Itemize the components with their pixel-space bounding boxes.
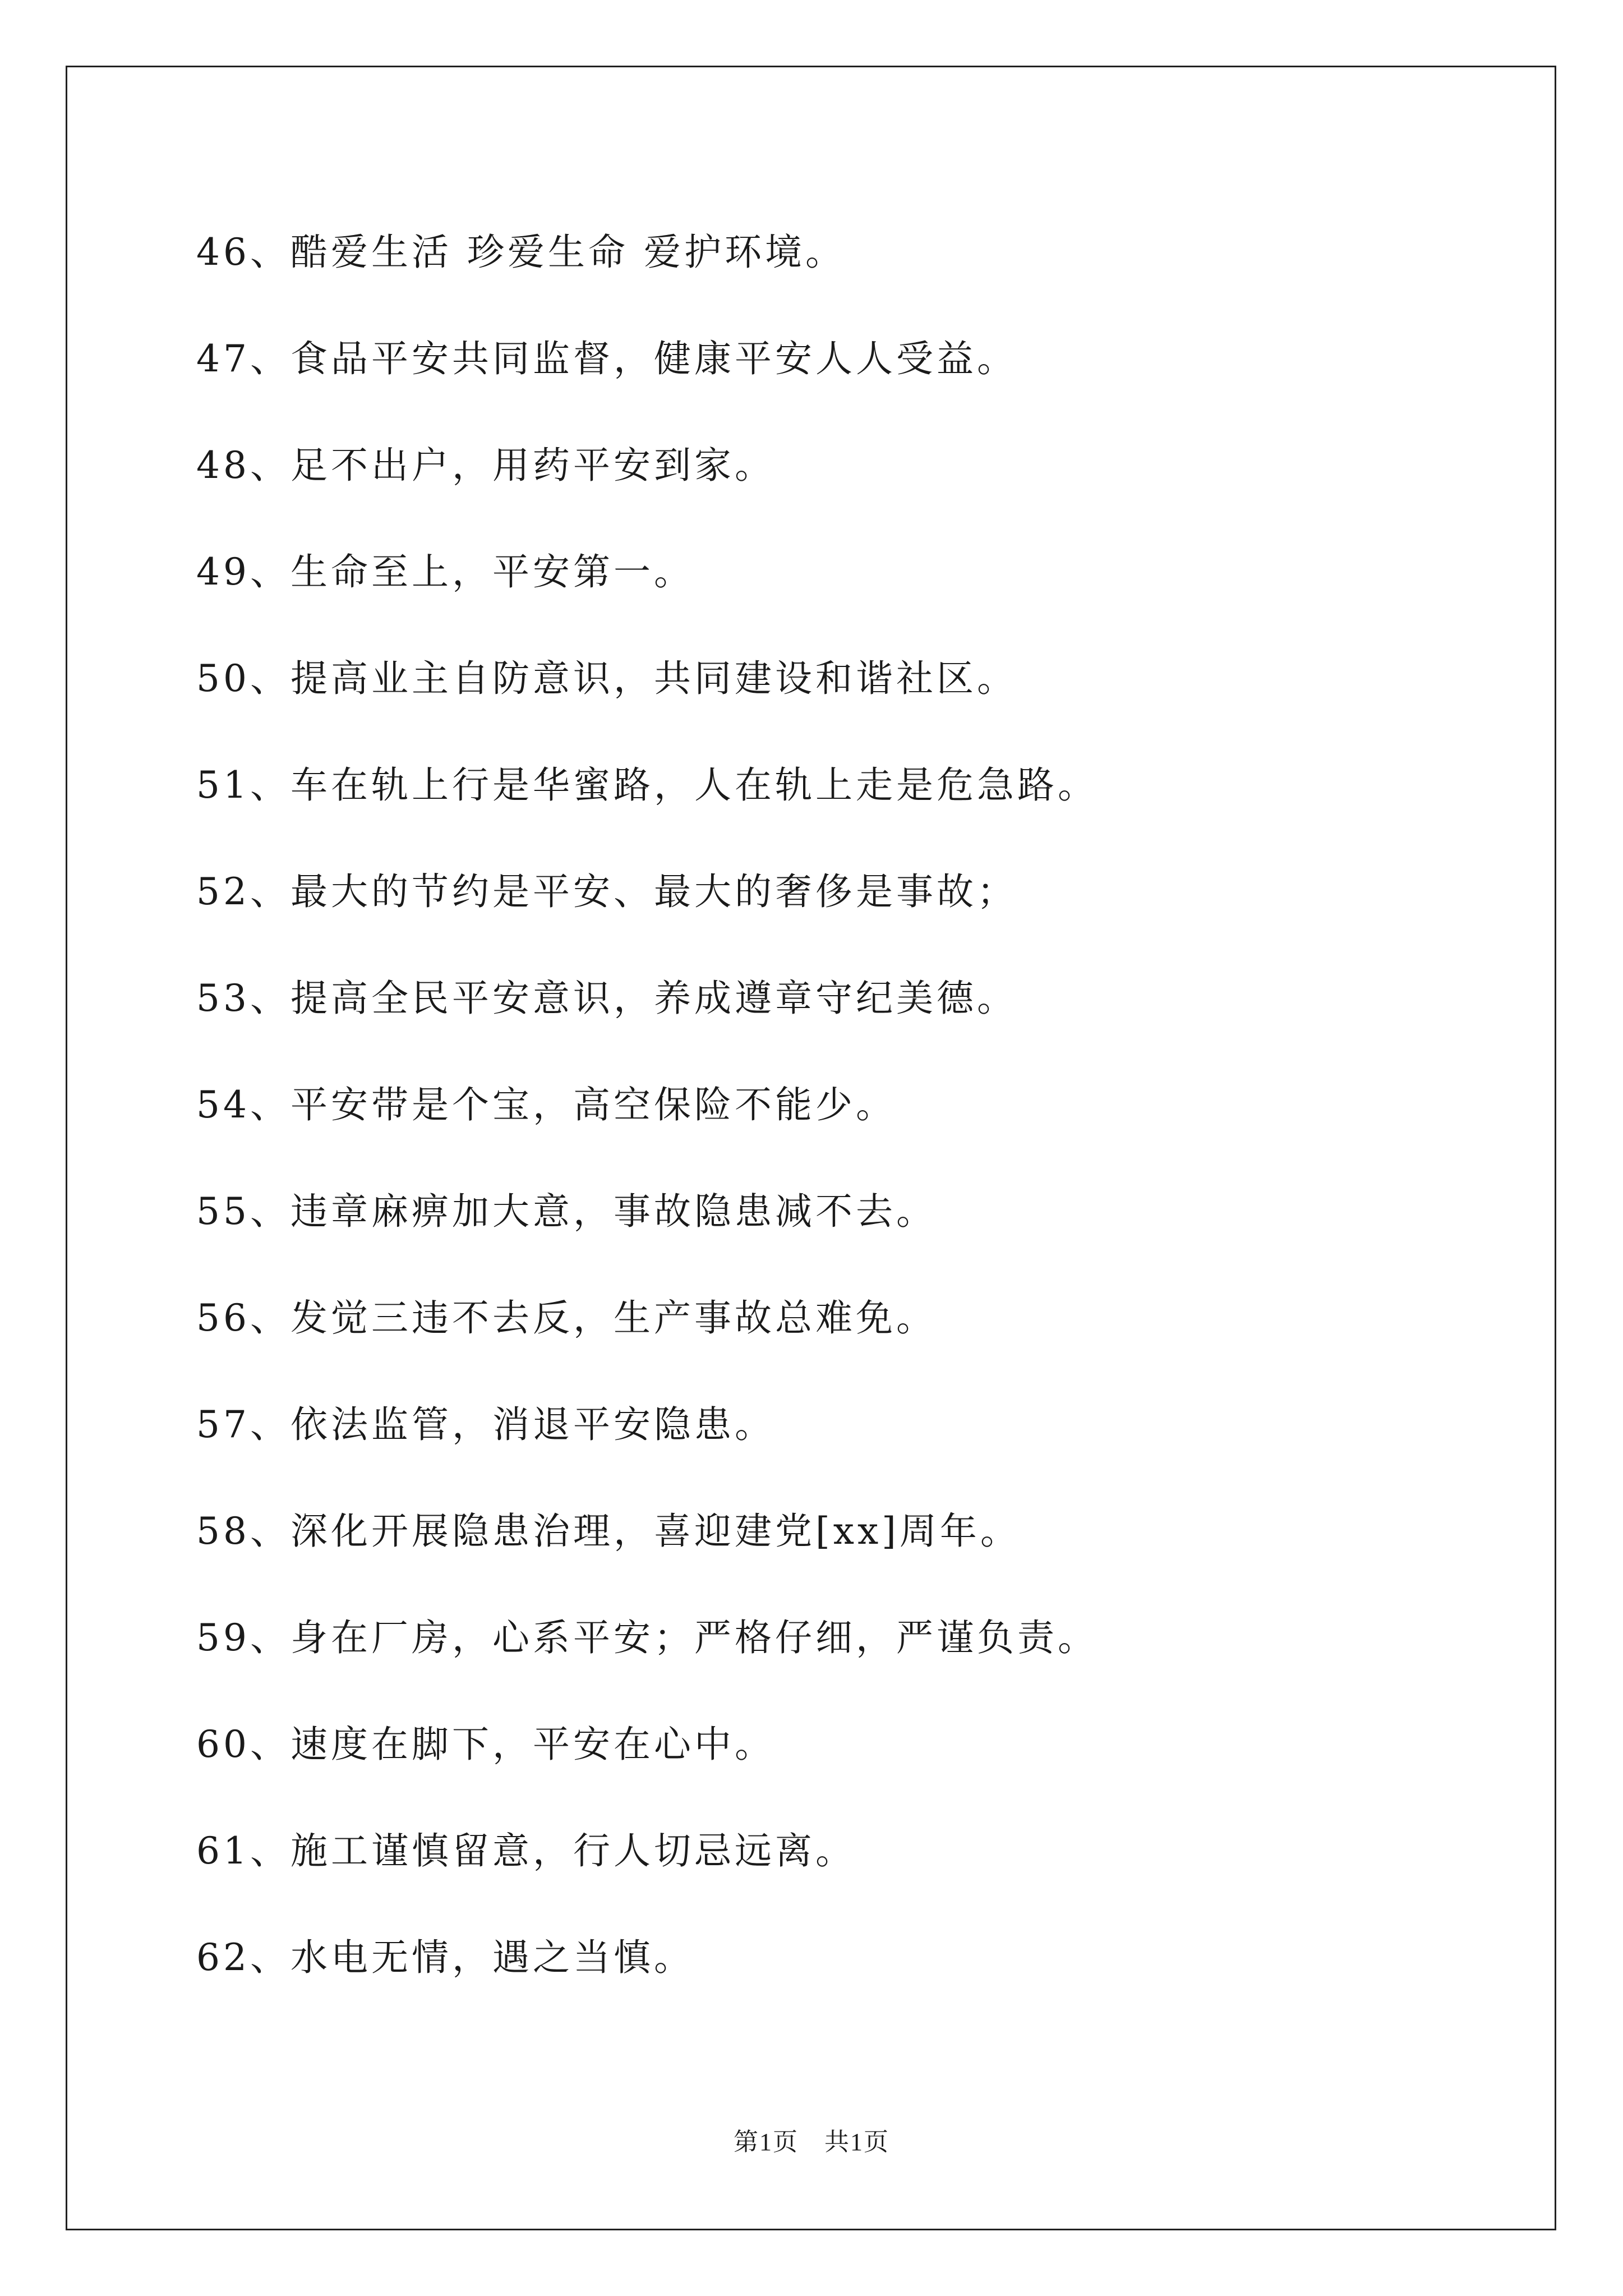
slogan-item: 62、水电无情，遇之当慎。 (196, 1936, 694, 1979)
slogan-item: 48、足不出户，用药平安到家。 (196, 444, 775, 487)
slogan-item: 60、速度在脚下，平安在心中。 (196, 1723, 775, 1766)
slogan-item: 54、平安带是个宝，高空保险不能少。 (196, 1083, 896, 1126)
slogan-item: 59、身在厂房，心系平安；严格仔细，严谨负责。 (196, 1616, 1098, 1659)
slogan-list (196, 224, 1486, 2036)
slogan-item: 61、施工谨慎留意，行人切忌远离。 (196, 1829, 856, 1872)
slogan-item: 50、提高业主自防意识，共同建设和谐社区。 (196, 657, 1017, 700)
page-number-footer: 第1页 共1页 (734, 2128, 889, 2156)
slogan-item: 46、酷爱生活 珍爱生命 爱护环境。 (196, 231, 846, 274)
slogan-item: 56、发觉三违不去反，生产事故总难免。 (196, 1296, 937, 1340)
slogan-item: 49、生命至上，平安第一。 (196, 550, 694, 593)
slogan-item: 52、最大的节约是平安、最大的奢侈是事故； (196, 870, 1017, 913)
slogan-item: 47、食品平安共同监督，健康平安人人受益。 (196, 337, 1017, 380)
slogan-item: 55、违章麻痹加大意，事故隐患减不去。 (196, 1190, 937, 1233)
slogan-item: 58、深化开展隐患治理，喜迎建党[xx]周年。 (196, 1510, 1021, 1553)
slogan-item: 51、车在轨上行是华蜜路，人在轨上走是危急路。 (196, 763, 1098, 807)
slogan-item: 57、依法监管，消退平安隐患。 (196, 1403, 775, 1446)
slogan-item: 53、提高全民平安意识，养成遵章守纪美德。 (196, 977, 1017, 1020)
